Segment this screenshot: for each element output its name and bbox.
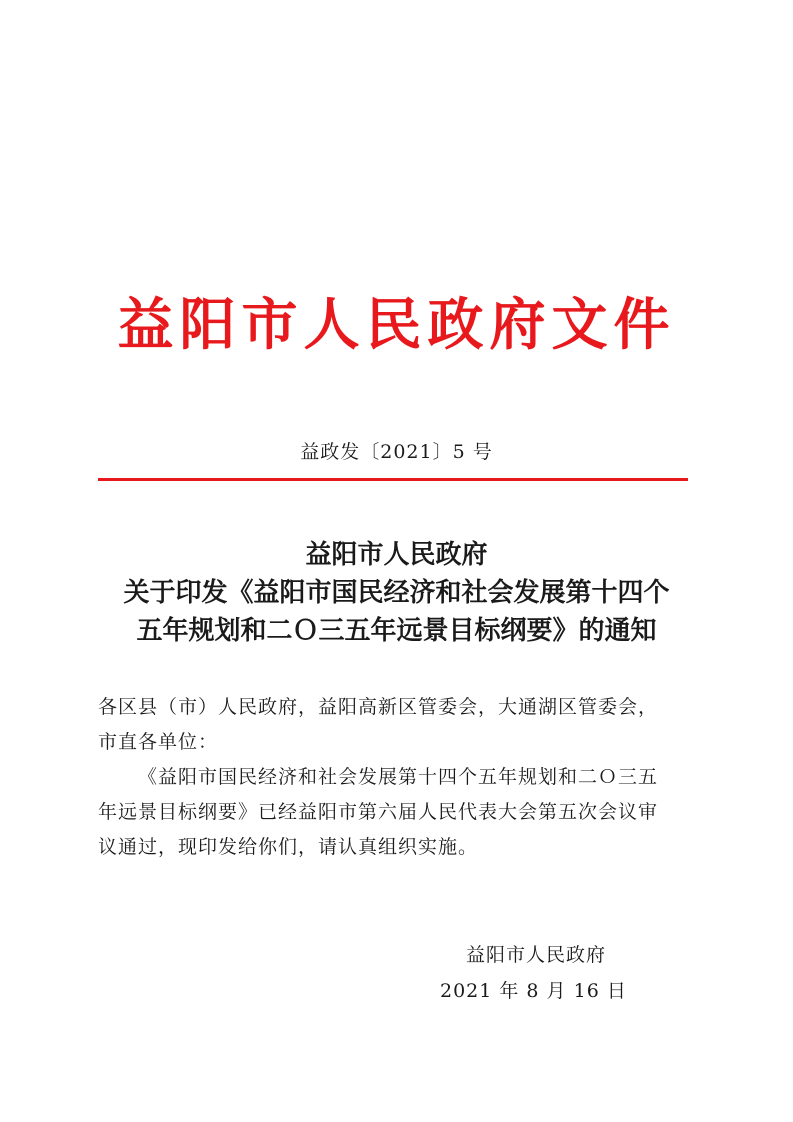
document-title	[0, 536, 793, 650]
content-line-3: 议通过，现印发给你们，请认真组织实施。	[98, 836, 479, 858]
content-line-2: 年远景目标纲要》已经益阳市第六届人民代表大会第五次会议审	[98, 801, 659, 823]
document-body	[98, 690, 698, 865]
title-line-3: 五年规划和二Ｏ三五年远景目标纲要》的通知	[136, 616, 657, 646]
red-divider	[98, 478, 688, 481]
signature-org: 益阳市人民政府	[466, 944, 607, 966]
title-line-1: 益阳市人民政府	[305, 540, 488, 570]
document-number: 益政发〔2021〕5 号	[300, 441, 493, 463]
title-line-2: 关于印发《益阳市国民经济和社会发展第十四个	[123, 578, 670, 608]
document-masthead: 益阳市人民政府文件	[117, 292, 676, 358]
content-line-1: 《益阳市国民经济和社会发展第十四个五年规划和二Ｏ三五	[138, 766, 659, 788]
signature-date: 2021 年 8 月 16 日	[440, 980, 627, 1002]
addressee-line-2: 市直各单位：	[98, 731, 219, 753]
addressee-line-1: 各区县（市）人民政府，益阳高新区管委会，大通湖区管委会，	[98, 696, 659, 718]
signature-block	[440, 937, 640, 1009]
